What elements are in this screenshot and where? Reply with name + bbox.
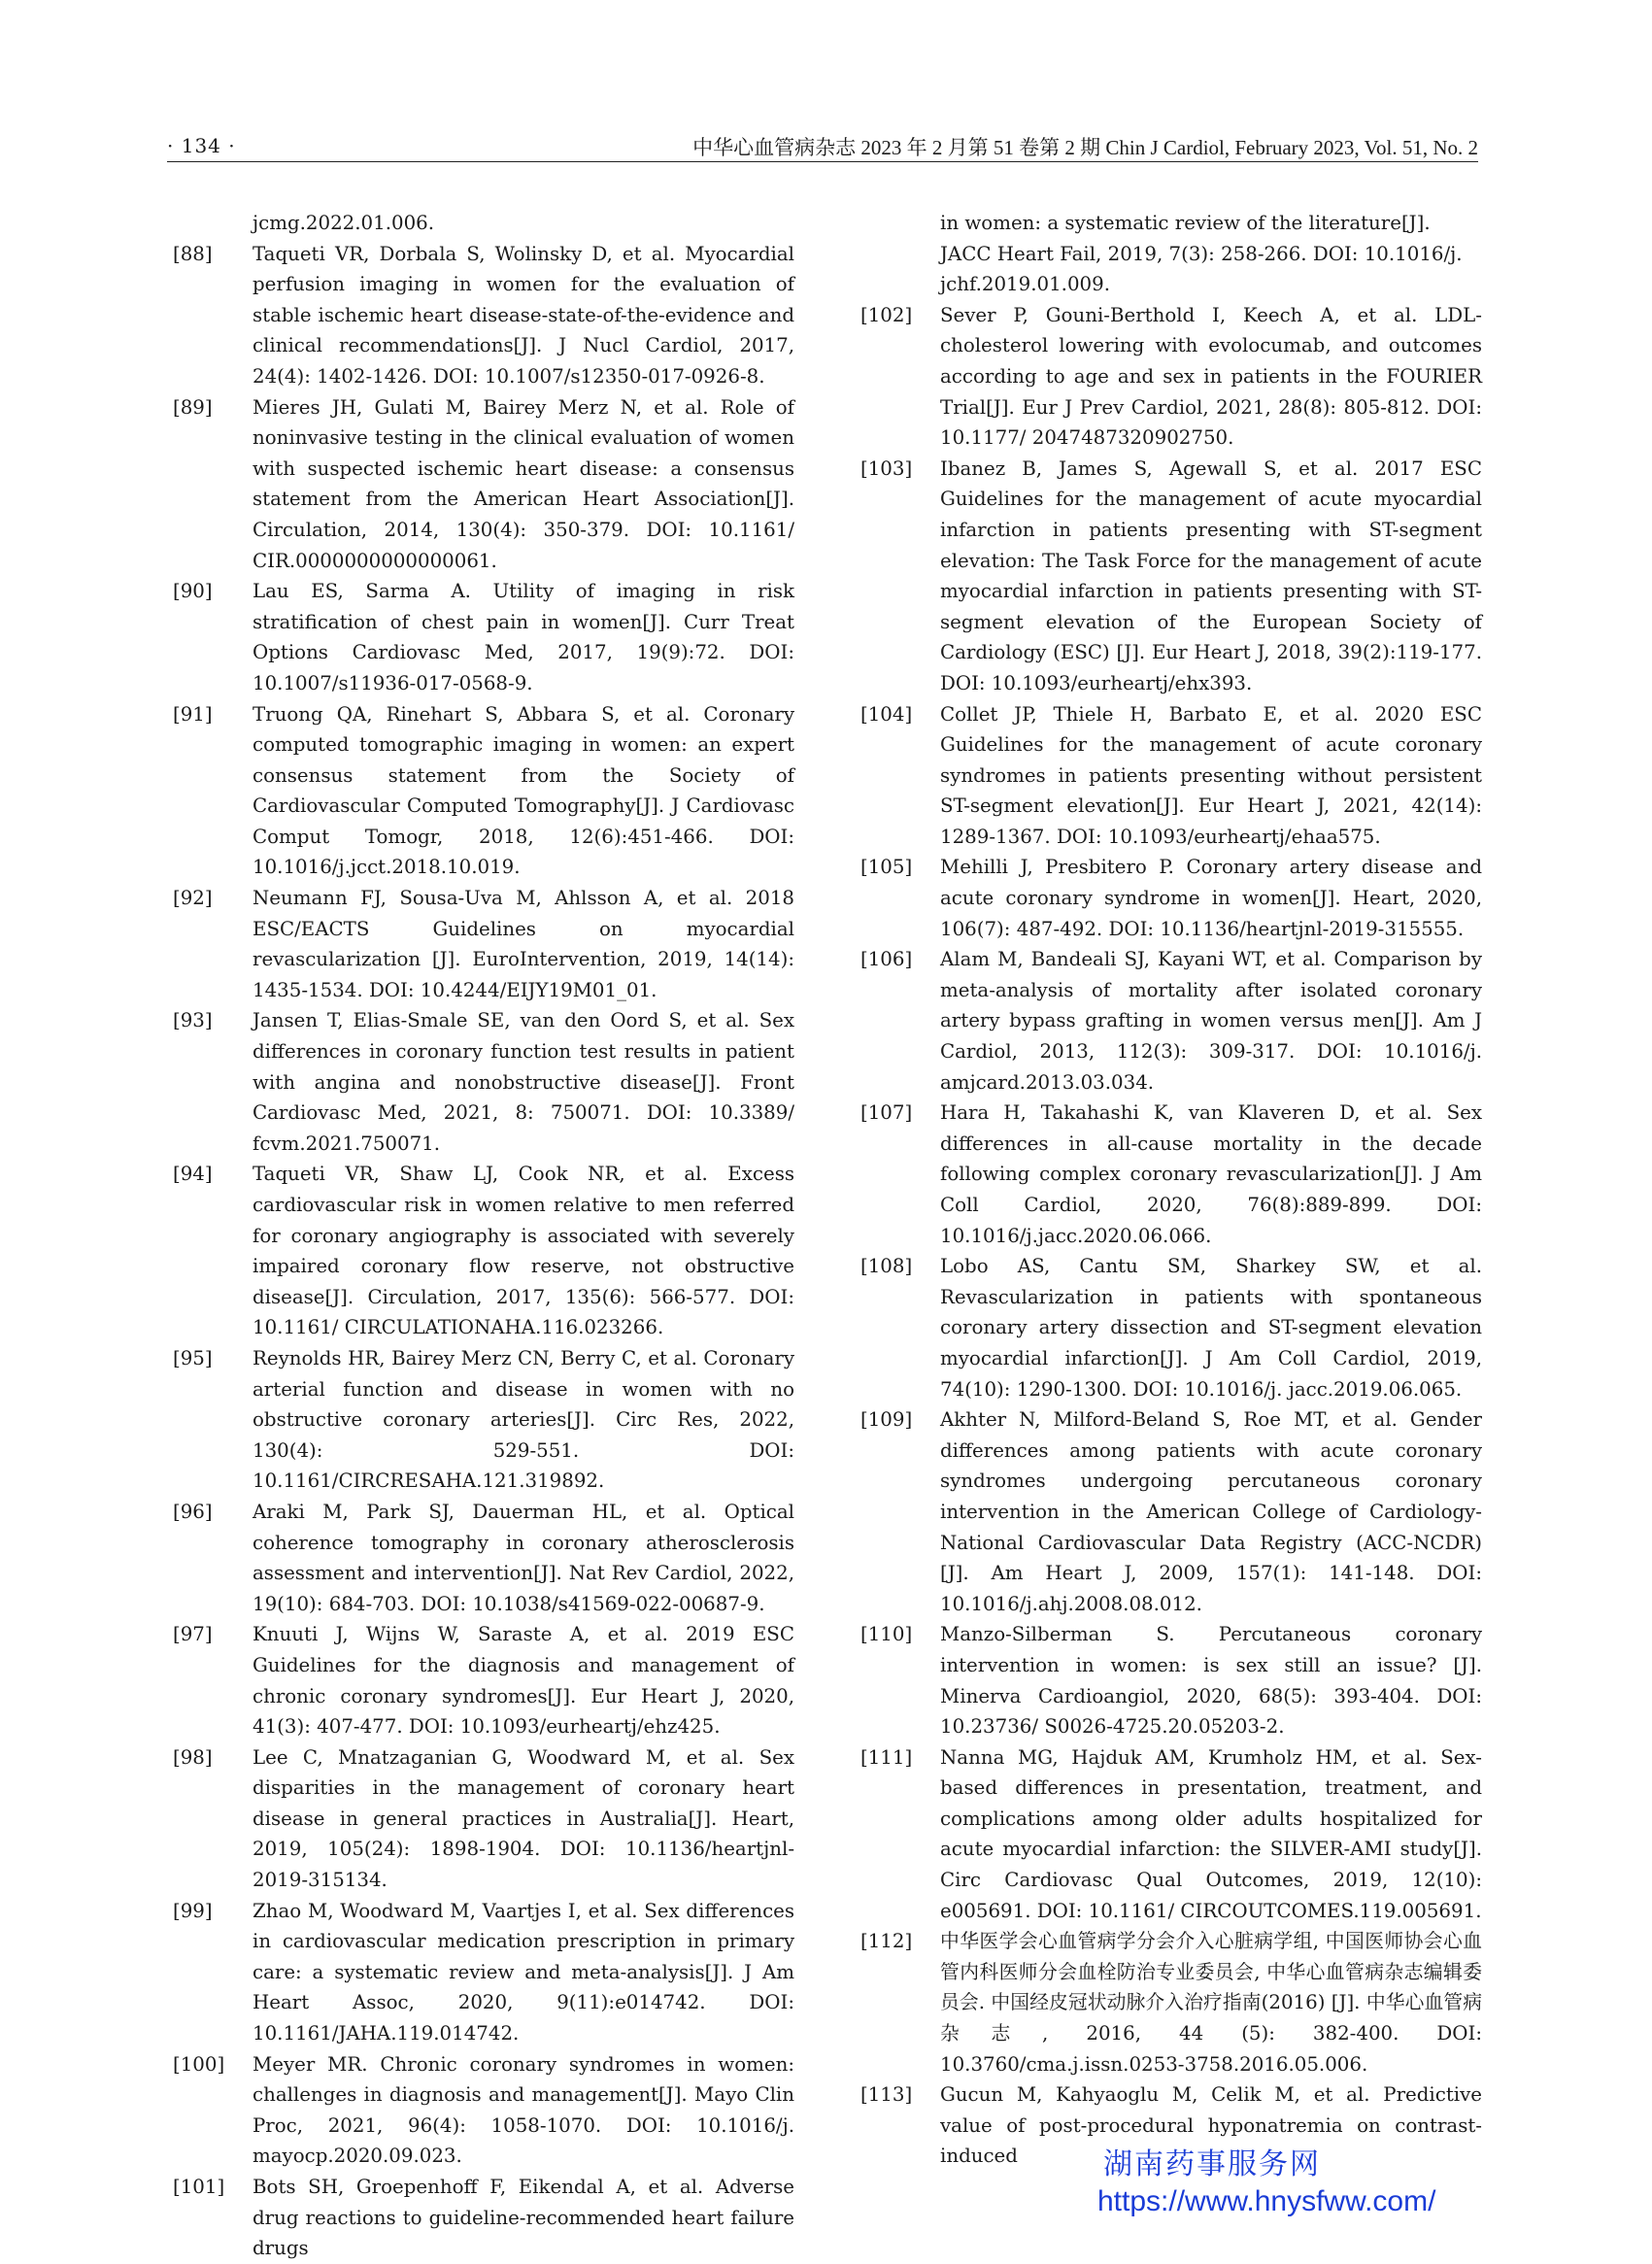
reference-number: [109] <box>860 1408 913 1432</box>
reference-list-left <box>173 239 794 2264</box>
reference-text: Zhao M, Woodward M, Vaartjes I, et al. Sex differences in cardiovascular medication prescription in primary care: a systematic review and meta-analysis[J]. J Am Heart Assoc, 2020, 9(11):e014742. DOI: 10.1161/JAHA.119.014742. <box>253 1899 794 2045</box>
reference-number: [102] <box>860 303 913 326</box>
reference-list-right <box>860 300 1482 2172</box>
reference-number: [111] <box>860 1745 913 1769</box>
reference-number: [89] <box>173 395 213 419</box>
reference-number: [104] <box>860 702 913 726</box>
reference-number: [93] <box>173 1009 213 1032</box>
reference-item <box>860 1404 1482 1619</box>
page-header <box>167 128 1478 162</box>
reference-item <box>173 1343 794 1497</box>
reference-number: [113] <box>860 2083 913 2107</box>
reference-item <box>860 1926 1482 2079</box>
site-watermark[interactable] <box>1097 2146 1525 2220</box>
reference-text: Alam M, Bandeali SJ, Kayani WT, et al. Comparison by meta-analysis of mortality after isolated coronary artery bypass grafting in women versus men[J]. Am J Cardiol, 2013, 112(3): 309-317. DOI: 10.1016/j. amjcard.2013.03.034. <box>940 948 1482 1094</box>
reference-item <box>173 392 794 577</box>
reference-text: Lau ES, Sarma A. Utility of imaging in risk stratification of chest pain in women[J]. Curr Treat Options Cardiovasc Med, 2017, 19(9):72. DOI: 10.1007/s11936-017-0568-9. <box>253 580 794 694</box>
reference-number: [112] <box>860 1930 913 1953</box>
reference-item <box>860 1742 1482 1927</box>
reference-item <box>860 300 1482 454</box>
watermark-site-name: 湖南药事服务网 <box>1103 2147 1321 2181</box>
reference-text: Ibanez B, James S, Agewall S, et al. 2017 ESC Guidelines for the management of acute myocardial infarction in patients presenting with ST-segment elevation: The Task Force for the management of acute myocardial infarction in patients presenting with ST-segment elevation of the European Society of Cardiology (ESC) [J]. Eur Heart J, 2018, 39(2):119-177. DOI: 10.1093/eurheartj/ehx393. <box>940 456 1482 694</box>
reference-text: Taqueti VR, Shaw LJ, Cook NR, et al. Excess cardiovascular risk in women relative to men referred for coronary angiography is associated with severely impaired coronary flow reserve, not obstructive disease[J]. Circulation, 2017, 135(6): 566-577. DOI: 10.1161/ CIRCULATIONAHA.116.023266. <box>253 1163 794 1339</box>
reference-text: Taqueti VR, Dorbala S, Wolinsky D, et al. Myocardial perfusion imaging in women for the evaluation of stable ischemic heart disease-state-of-the-evidence and clinical recommendations[J]. J Nucl Cardiol, 2017, 24(4): 1402-1426. DOI: 10.1007/s12350-017-0926-8. <box>253 242 794 388</box>
reference-item <box>173 1497 794 1619</box>
reference-item <box>860 454 1482 699</box>
left-column <box>173 208 794 2264</box>
reference-item <box>860 699 1482 853</box>
right-column <box>860 208 1482 2172</box>
reference-number: [97] <box>173 1623 213 1646</box>
reference-item <box>173 1619 794 1741</box>
reference-item <box>173 239 794 392</box>
continuation-text: in women: a systematic review of the literature[J]. JACC Heart Fail, 2019, 7(3): 258-266. DOI: 10.1016/j. jchf.2019.01.009. <box>940 212 1463 296</box>
reference-text: Truong QA, Rinehart S, Abbara S, et al. Coronary computed tomographic imaging in women: an expert consensus statement from the Society of Cardiovascular Computed Tomography[J]. J Cardiovasc Comput Tomogr, 2018, 12(6):451-466. DOI: 10.1016/j.jcct.2018.10.019. <box>253 702 794 879</box>
reference-number: [101] <box>173 2176 225 2198</box>
reference-text: Mieres JH, Gulati M, Bairey Merz N, et al. Role of noninvasive testing in the clinical evaluation of women with suspected ischemic heart disease: a consensus statement from the American Heart Association[J]. Circulation, 2014, 130(4): 350-379. DOI: 10.1161/ CIR.0000000000000061. <box>253 395 794 572</box>
reference-text: Manzo-Silberman S. Percutaneous coronary intervention in women: is sex still an issue? [J]. Minerva Cardioangiol, 2020, 68(5): 393-404. DOI: 10.23736/ S0026-4725.20.05203-2. <box>940 1623 1482 1739</box>
reference-text: Mehilli J, Presbitero P. Coronary artery disease and acute coronary syndrome in women[J]. Heart, 2020, 106(7): 487-492. DOI: 10.1136/heartjnl-2019-315555. <box>940 856 1482 940</box>
reference-text: Lee C, Mnatzaganian G, Woodward M, et al. Sex disparities in the management of coronary heart disease in general practices in Australia[J]. Heart, 2019, 105(24): 1898-1904. DOI: 10.1136/heartjnl-2019-315134. <box>253 1745 794 1892</box>
reference-item <box>860 1251 1482 1404</box>
journal-running-title: 中华心血管病杂志 2023 年 2 月第 51 卷第 2 期 Chin J Cardiol, February 2023, Vol. 51, No. 2 <box>692 136 1478 159</box>
reference-item <box>173 2172 794 2264</box>
reference-text: 中华医学会心血管病学分会介入心脏病学组, 中国医师协会心血管内科医师分会血栓防治专业委员会, 中华心血管病杂志编辑委员会. 中国经皮冠状动脉介入治疗指南(2016) [J]. 中华心血管病杂志, 2016, 44 (5): 382-400. DOI: 10.3760/cma.j.issn.0253-3758.2016.05.006. <box>940 1930 1482 2076</box>
reference-item <box>860 1619 1482 1741</box>
reference-number: [98] <box>173 1745 213 1769</box>
reference-text: Meyer MR. Chronic coronary syndromes in women: challenges in diagnosis and management[J]. Mayo Clin Proc, 2021, 96(4): 1058-1070. DOI: 10.1016/j. mayocp.2020.09.023. <box>253 2052 794 2168</box>
reference-number: [110] <box>860 1623 913 1646</box>
reference-number: [99] <box>173 1899 213 1922</box>
reference-text: Sever P, Gouni-Berthold I, Keech A, et al. LDL-cholesterol lowering with evolocumab, and outcomes according to age and sex in patients in the FOURIER Trial[J]. Eur J Prev Cardiol, 2021, 28(8): 805-812. DOI: 10.1177/ 2047487320902750. <box>940 303 1482 450</box>
reference-number: [100] <box>173 2052 225 2076</box>
watermark-url[interactable]: https://www.hnysfww.com/ <box>1097 2185 1436 2217</box>
reference-item <box>173 883 794 1005</box>
reference-item <box>173 576 794 698</box>
reference-number: [107] <box>860 1101 913 1125</box>
reference-text: Araki M, Park SJ, Dauerman HL, et al. Optical coherence tomography in coronary atherosclerosis assessment and intervention[J]. Nat Rev Cardiol, 2022, 19(10): 684-703. DOI: 10.1038/s41569-022-00687-9. <box>253 1500 794 1615</box>
page-number: · 134 · <box>167 134 236 157</box>
reference-item <box>860 852 1482 944</box>
reference-item <box>860 944 1482 1098</box>
reference-text: Gucun M, Kahyaoglu M, Celik M, et al. Predictive value of post-procedural hyponatremia on contrast-induced <box>940 2083 1482 2168</box>
reference-number: [94] <box>173 1163 213 1186</box>
reference-number: [106] <box>860 948 913 971</box>
reference-number: [105] <box>860 856 913 879</box>
reference-text: Nanna MG, Hajduk AM, Krumholz HM, et al. Sex-based differences in presentation, treatment, and complications among older adults hospitalized for acute myocardial infarction: the SILVER-AMI study[J]. Circ Cardiovasc Qual Outcomes, 2019, 12(10): e005691. DOI: 10.1161/ CIRCOUTCOMES.119.005691. <box>940 1745 1482 1922</box>
reference-item <box>173 1159 794 1343</box>
reference-item <box>173 1742 794 1896</box>
reference-text: Bots SH, Groepenhoff F, Eikendal A, et al. Adverse drug reactions to guideline-recommended heart failure drugs <box>253 2176 794 2260</box>
reference-number: [108] <box>860 1255 913 1278</box>
reference-number: [96] <box>173 1500 213 1523</box>
reference-text: Lobo AS, Cantu SM, Sharkey SW, et al. Revascularization in patients with spontaneous coronary artery dissection and ST-segment elevation myocardial infarction[J]. J Am Coll Cardiol, 2019, 74(10): 1290-1300. DOI: 10.1016/j. jacc.2019.06.065. <box>940 1255 1482 1401</box>
reference-text: Collet JP, Thiele H, Barbato E, et al. 2020 ESC Guidelines for the management of acute coronary syndromes in patients presenting without persistent ST-segment elevation[J]. Eur Heart J, 2021, 42(14): 1289-1367. DOI: 10.1093/eurheartj/ehaa575. <box>940 702 1482 848</box>
reference-text: Knuuti J, Wijns W, Saraste A, et al. 2019 ESC Guidelines for the diagnosis and management of chronic coronary syndromes[J]. Eur Heart J, 2020, 41(3): 407-477. DOI: 10.1093/eurheartj/ehz425. <box>253 1623 794 1739</box>
reference-text: Reynolds HR, Bairey Merz CN, Berry C, et al. Coronary arterial function and disease in women with no obstructive coronary arteries[J]. Circ Res, 2022, 130(4): 529-551. DOI: 10.1161/CIRCRESAHA.121.319892. <box>253 1346 794 1493</box>
reference-item <box>173 699 794 884</box>
reference-number: [92] <box>173 887 213 910</box>
reference-number: [88] <box>173 242 213 265</box>
reference-number: [103] <box>860 456 913 480</box>
reference-text: Neumann FJ, Sousa-Uva M, Ahlsson A, et al. 2018 ESC/EACTS Guidelines on myocardial revascularization [J]. EuroIntervention, 2019, 14(14): 1435-1534. DOI: 10.4244/EIJY19M01_01. <box>253 887 794 1001</box>
reference-item <box>173 1896 794 2049</box>
reference-number: [95] <box>173 1346 213 1369</box>
continuation-text: jcmg.2022.01.006. <box>253 212 435 234</box>
reference-number: [91] <box>173 702 213 726</box>
reference-item <box>860 1098 1482 1251</box>
reference-text: Hara H, Takahashi K, van Klaveren D, et al. Sex differences in all-cause mortality in the decade following complex coronary revascularization[J]. J Am Coll Cardiol, 2020, 76(8):889-899. DOI: 10.1016/j.jacc.2020.06.066. <box>940 1101 1482 1247</box>
reference-item <box>173 1005 794 1159</box>
reference-text: Jansen T, Elias-Smale SE, van den Oord S, et al. Sex differences in coronary function test results in patient with angina and nonobstructive disease[J]. Front Cardiovasc Med, 2021, 8: 750071. DOI: 10.3389/ fcvm.2021.750071. <box>253 1009 794 1155</box>
reference-item <box>173 2049 794 2172</box>
reference-text: Akhter N, Milford-Beland S, Roe MT, et al. Gender differences among patients with acute coronary syndromes undergoing percutaneous coronary intervention in the American College of Cardiology-National Cardiovascular Data Registry (ACC-NCDR) [J]. Am Heart J, 2009, 157(1): 141-148. DOI: 10.1016/j.ahj.2008.08.012. <box>940 1408 1482 1615</box>
reference-number: [90] <box>173 580 213 603</box>
